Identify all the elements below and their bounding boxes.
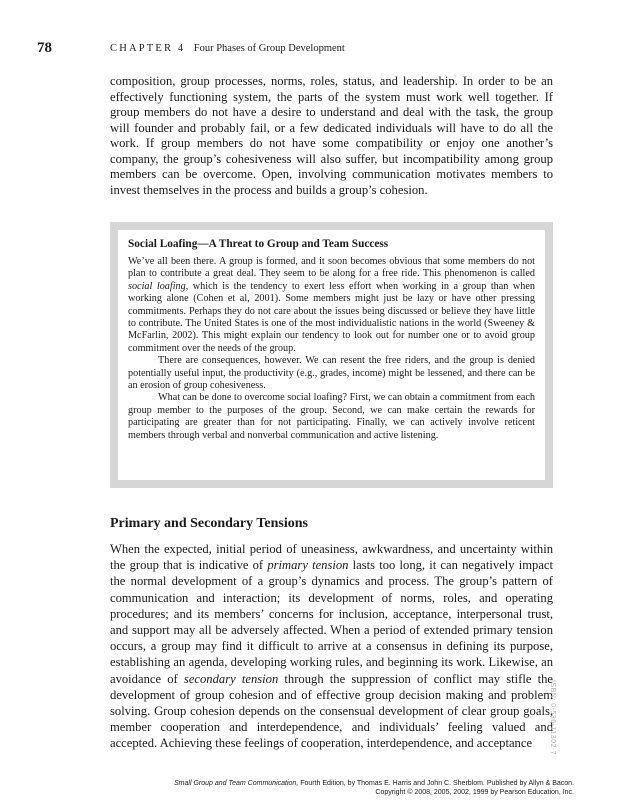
social-loafing-term: social loafing, [128,280,189,292]
footer-line-1-text: Fourth Edition, by Thomas E. Harris and John C. Sherblom. Published by Allyn & Bacon. [298,780,574,787]
secondary-tension-term: secondary tension [183,671,279,686]
section-paragraph [110,541,553,752]
intro-paragraph: composition, group processes, norms, roles, status, and leadership. In order to be an effectively functioning system, the parts of the system must work well together. If group members do not have a desire to understand and deal with the task, the group will founder and probably fail, or a few dedicated individuals will have to do all the work. If group members do not have some compatibility or enjoy one another’s company, the group’s cohesiveness will also suffer, but incompatibility among group members can be overcome. Open, involving communication motivates members to invest themselves in the process and builds a group’s cohesion. [110,74,553,197]
section-heading: Primary and Secondary Tensions [110,516,308,531]
footer-line-2: Copyright © 2008, 2005, 2002, 1999 by Pearson Education, Inc. [375,788,574,796]
section-text-3: through the suppression of conflict may stifle the development of group cohesion and of effective group decision making and problem solving. Group cohesion depends on the consensual development of clear group goals, member cooperation and interdependence, and individuals’ feeling valued and accepted. Achieving these feelings of cooperation, interdependence, and acceptance [110,671,553,751]
box-paragraph-1 [128,256,535,355]
sidebar-box [110,222,553,488]
box-paragraph-2: There are consequences, however. We can resent the free riders, and the group is denied potentially useful input, the productivity (e.g., grades, income) might be lessened, and there can be an erosion of group cohesiveness. [128,355,535,392]
chapter-title: Four Phases of Group Development [193,43,345,54]
section-text-2: lasts too long, it can negatively impact the normal development of a group’s dynamics and process. The group’s pattern of communication and interaction; its development of norms, roles, and operating procedures; and its members’ concerns for inclusion, acceptance, interpersonal trust, and support may all be adversely affected. When a period of extended primary tension occurs, a group may find it difficult to arrive at a consensus in defining its purpose, establishing an agenda, developing working rules, and beginning its work. Likewise, an avoidance of [110,558,554,686]
footer-book-title: Small Group and Team Communication, [174,780,299,787]
chapter-label: CHAPTER [110,43,174,54]
isbn-watermark: ISBN: 0-536-11302-7 [549,680,556,756]
footer-line-1 [174,780,574,789]
box-p1-text-cont: which is the tendency to exert less effort when working in a group than when working alone (Cohen et al, 2001). Some members might just be lazy or have other pressing commitments. Perhaps they do not care about the issues being discussed or believe they have little to contribute. The United States is one of the most individualistic nations in the world (Sweeney & McFarlin, 2002). This might explain our tendency to look out for number one or to avoid group commitment over the needs of the group. [128,280,535,354]
primary-tension-term: primary tension [267,558,349,573]
page-number: 78 [37,40,52,56]
running-head [110,43,345,54]
footer-copyright [174,780,574,797]
chapter-number: 4 [177,43,184,54]
sidebar-box-content [118,230,545,480]
box-p1-text: We’ve all been there. A group is formed, and it soon becomes obvious that some members do not plan to contribute a great deal. They seem to be along for a free ride. This phenomenon is called [128,256,535,280]
box-paragraph-3: What can be done to overcome social loafing? First, we can obtain a commitment from each group member to the purposes of the group. Second, we can make certain the rewards for participating are greater than for not participating. Finally, we can actively involve reticent members through verbal and nonverbal communication and active listening. [128,392,535,441]
box-title: Social Loafing—A Threat to Group and Team Success [128,238,389,250]
section-text-1: When the expected, initial period of uneasiness, awkwardness, and uncertainty within the group that is indicative of [110,542,553,573]
